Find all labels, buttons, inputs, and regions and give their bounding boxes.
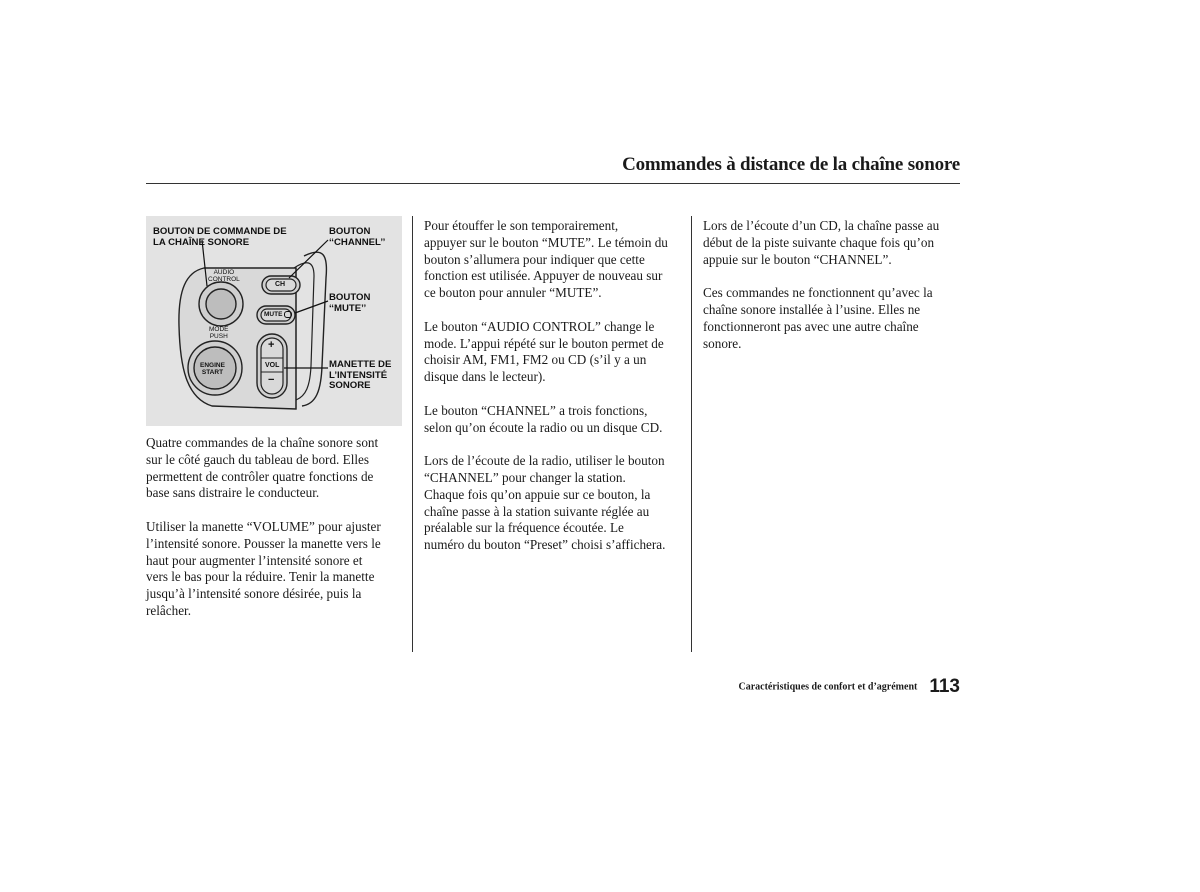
leader-mute: [295, 301, 328, 313]
mute-marking: MUTE: [264, 311, 283, 318]
left-paragraph-1: Quatre commandes de la chaîne sonore sont sur le côté gauch du tableau de bord. Elles permettent de contrôler quatre fonctions de base sans distraire le conducteur.: [146, 435, 379, 501]
page-number: 113: [929, 676, 960, 697]
vol-marking: VOL: [265, 362, 280, 369]
mode-push-marking: MODE PUSH: [209, 326, 229, 340]
page-title: Commandes à distance de la chaîne sonore: [622, 154, 960, 175]
label-audio-control-button: BOUTON DE COMMANDE DE LA CHAÎNE SONORE: [153, 226, 287, 248]
mute-indicator-icon: [284, 311, 292, 318]
audio-control-knob: [206, 289, 236, 319]
volume-plus-marking: +: [268, 339, 275, 351]
right-paragraph-1: Lors de l’écoute d’un CD, la chaîne passe au début de la piste suivante chaque fois qu’on appuie sur le bouton “CHANNEL”.: [703, 218, 940, 267]
column-divider-2: [691, 216, 692, 652]
label-volume-lever: MANETTE DE L’INTENSITÉ SONORE: [329, 359, 392, 392]
steering-controls-figure: [146, 216, 402, 426]
engine-start-marking: ENGINE START: [200, 362, 225, 376]
label-channel-button: BOUTON ‘‘CHANNEL’’: [329, 226, 386, 248]
middle-paragraph-4: Lors de l’écoute de la radio, utiliser le bouton “CHANNEL” pour changer la station. Chaque fois qu’on appuie sur ce bouton, la chaîne passe à la station suivante réglée au préalable sur la fréquence écoutée. Le numéro du bouton “Preset” choisi s’affichera.: [424, 453, 666, 553]
leader-channel: [289, 240, 328, 278]
title-rule: [146, 183, 960, 184]
volume-minus-marking: −: [268, 374, 275, 386]
label-mute-button: BOUTON ‘‘MUTE’’: [329, 292, 371, 314]
middle-paragraph-3: Le bouton “CHANNEL” a trois fonctions, selon qu’on écoute la radio ou un disque CD.: [424, 402, 663, 435]
audio-control-marking: AUDIO CONTROL: [208, 269, 240, 283]
middle-column: [424, 218, 688, 571]
footer-section-title: Caractéristiques de confort et d’agrément: [738, 681, 918, 693]
page-footer: [739, 676, 961, 698]
column-divider-1: [412, 216, 413, 652]
left-column: [146, 435, 408, 637]
left-paragraph-2: Utiliser la manette “VOLUME” pour ajuster l’intensité sonore. Pousser la manette vers le haut pour augmenter l’intensité sonore et vers le bas pour la réduire. Tenir la manette jusqu’à l’intensité sonore désirée, puis la relâcher.: [146, 518, 381, 618]
middle-paragraph-1: Pour étouffer le son temporairement, appuyer sur le bouton “MUTE”. Le témoin du bouton s’allumera pour indiquer que cette fonction est utilisée. Appuyer de nouveau sur ce bouton pour annuler “MUTE”.: [424, 218, 668, 301]
ch-marking: CH: [275, 281, 286, 288]
right-paragraph-2: Ces commandes ne fonctionnent qu’avec la chaîne sonore installée à l’usine. Elles ne fonctionneront pas avec une autre chaîne sonore.: [703, 285, 933, 351]
right-column: [703, 218, 965, 369]
middle-paragraph-2: Le bouton “AUDIO CONTROL” change le mode. L’appui répété sur le bouton permet de choisir AM, FM1, FM2 ou CD (s’il y a un disque dans le lecteur).: [424, 318, 664, 385]
